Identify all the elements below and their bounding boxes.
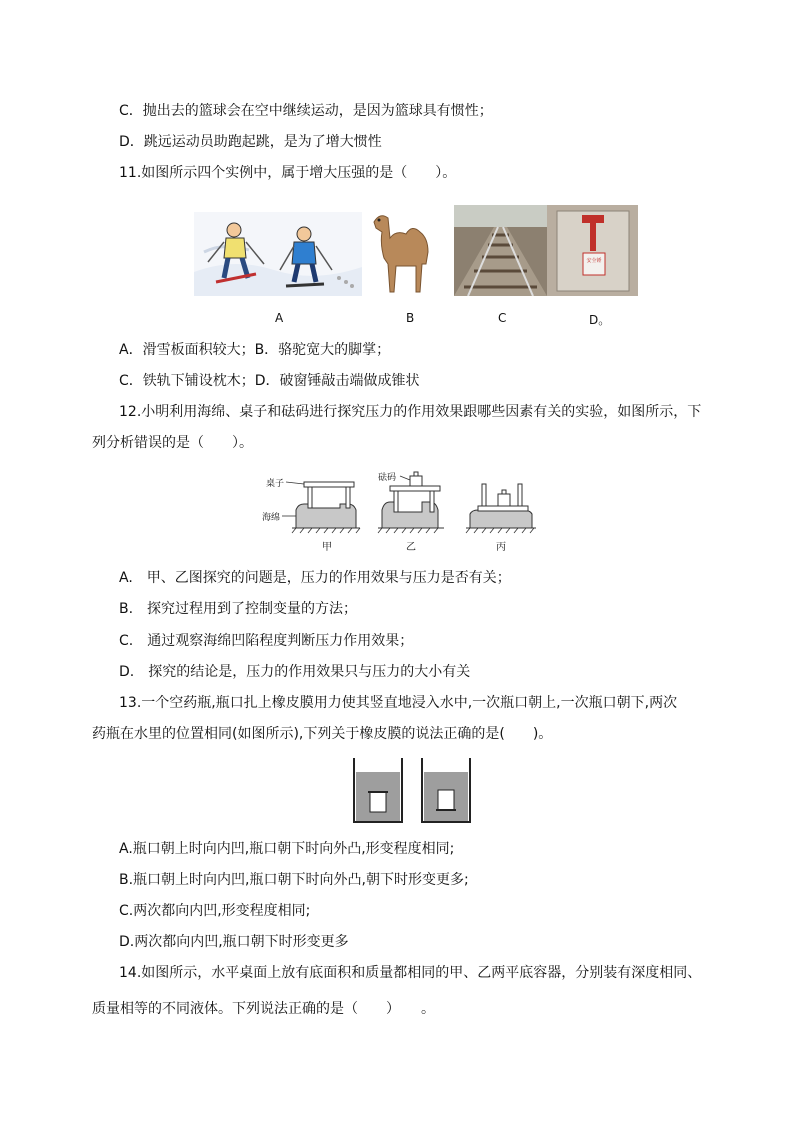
q13-option-d: D.两次都向内凹,瓶口朝下时形变更多 <box>119 934 349 950</box>
label-jia: 甲 <box>322 542 332 553</box>
safety-hammer-image <box>547 205 638 296</box>
q11-caption-d: D。 <box>589 313 611 327</box>
q14-stem-line1: 14.如图所示，水平桌面上放有底面积和质量都相同的甲、乙两平底容器，分别装有深度相同、 <box>119 965 702 981</box>
q13-stem-line2: 药瓶在水里的位置相同(如图所示),下列关于橡皮膜的说法正确的是( )。 <box>92 726 553 742</box>
label-weight: 砝码 <box>378 473 397 483</box>
q13-option-b: B.瓶口朝上时向内凹,瓶口朝下时向外凸,朝下时形变更多; <box>119 872 469 888</box>
beakers-figure <box>352 756 472 826</box>
q11-caption-b: B <box>406 311 415 325</box>
q10-option-c: C．抛出去的篮球会在空中继续运动，是因为篮球具有惯性； <box>119 103 493 119</box>
q13-option-c: C.两次都向内凹,形变程度相同; <box>119 903 311 919</box>
q12-option-b: B. 探究过程用到了控制变量的方法； <box>119 601 358 617</box>
q12-stem-line1: 12.小明利用海绵、桌子和砝码进行探究压力的作用效果跟哪些因素有关的实验，如图所示，下 <box>119 404 702 420</box>
label-table: 桌子 <box>266 479 285 489</box>
q11-stem: 11.如图所示四个实例中，属于增大压强的是（ ）。 <box>119 165 457 181</box>
camel-image <box>366 208 440 296</box>
safety-hammer-sign: 安全锤 <box>586 258 602 264</box>
skiers-image <box>194 212 362 296</box>
q12-stem-line2: 列分析错误的是（ ）。 <box>92 435 253 451</box>
q12-option-d: D. 探究的结论是，压力的作用效果只与压力的大小有关 <box>119 664 471 680</box>
label-yi: 乙 <box>406 542 416 553</box>
q13-stem-line1: 13.一个空药瓶,瓶口扎上橡皮膜用力使其竖直地浸入水中,一次瓶口朝上,一次瓶口朝下,两次 <box>119 695 678 711</box>
q14-stem-line2: 质量相等的不同液体。下列说法正确的是（ ） 。 <box>92 1001 435 1017</box>
q11-caption-c: C <box>498 311 507 325</box>
q12-option-c: C. 通过观察海绵凹陷程度判断压力作用效果； <box>119 633 414 649</box>
q12-option-a: A. 甲、乙图探究的问题是，压力的作用效果与压力是否有关； <box>119 570 511 586</box>
label-bing: 丙 <box>496 542 506 553</box>
q11-options-cd: C．铁轨下铺设枕木；D．破窗锤敲击端做成锥状 <box>119 373 420 389</box>
q10-option-d: D．跳远运动员助跑起跳，是为了增大惯性 <box>119 134 382 150</box>
railway-image <box>454 205 547 296</box>
q11-caption-a: A <box>275 311 284 325</box>
q11-options-ab: A．滑雪板面积较大；B．骆驼宽大的脚掌； <box>119 342 391 358</box>
q13-option-a: A.瓶口朝上时向内凹,瓶口朝下时向外凸,形变程度相同; <box>119 841 455 857</box>
pressure-experiment-figure <box>260 466 540 556</box>
label-sponge: 海绵 <box>262 513 281 523</box>
